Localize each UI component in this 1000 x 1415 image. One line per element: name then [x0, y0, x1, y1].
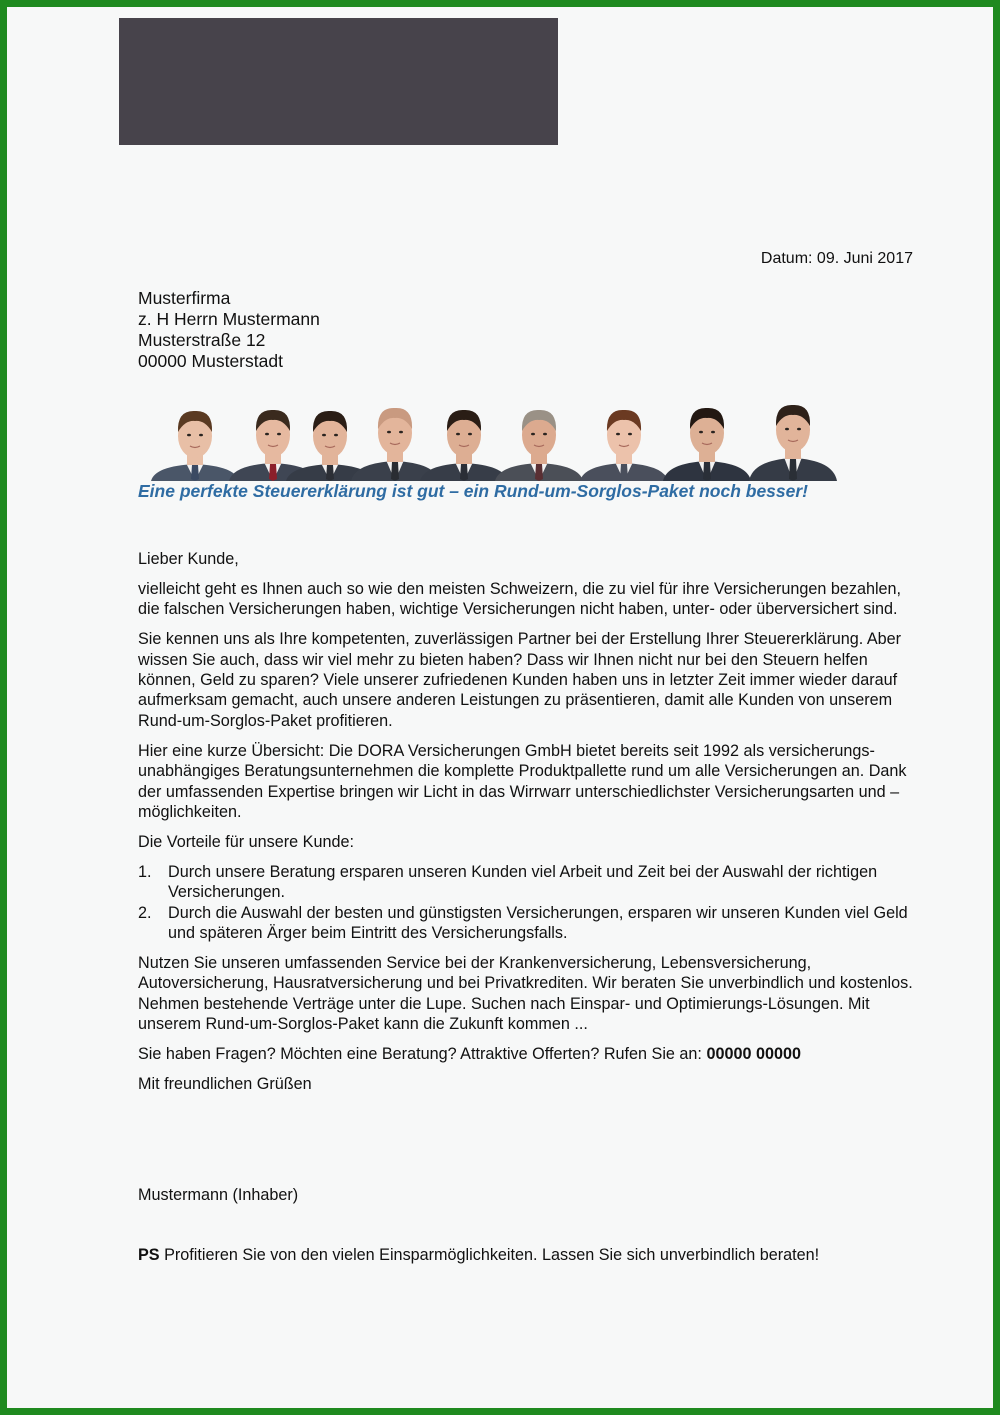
salutation: Lieber Kunde, [138, 550, 239, 568]
closing: Mit freundlichen Grüßen [138, 1074, 312, 1093]
advantages-list [138, 862, 918, 944]
paragraph-questions [138, 1044, 918, 1064]
paragraph-intro: vielleicht geht es Ihnen auch so wie den meisten Schweizern, die zu viel für ihre Versicherungen bezahlen, die falschen Versicherungen haben, wichtige Versicherungen nicht haben, unter- oder überversichert sind. [138, 579, 902, 619]
list-text: Durch unsere Beratung ersparen unseren Kunden viel Arbeit und Zeit bei der Auswahl der richtigen Versicherungen. [168, 862, 878, 902]
recipient-address [138, 288, 320, 372]
slogan: Eine perfekte Steuererklärung ist gut – ein Rund-um-Sorglos-Paket noch besser! [138, 481, 809, 501]
list-item [138, 903, 918, 944]
letterhead-block [119, 18, 558, 145]
team-member [495, 410, 583, 481]
team-member [663, 408, 751, 481]
postscript [138, 1246, 819, 1265]
paragraph-overview: Hier eine kurze Übersicht: Die DORA Versicherungen GmbH bietet bereits seit 1992 als versicherungs-unabhängiges Beratungsunternehmen die komplette Produktpallette rund um alle Versicherungen an. Dank der umfassenden Expertise bringen wir Licht in das Wirrwarr unterschiedlichster Versicherungsarten und –möglichkeiten. [138, 741, 907, 821]
team-member [749, 405, 837, 481]
team-member [580, 410, 668, 481]
list-number: 2. [138, 903, 152, 922]
list-number: 1. [138, 862, 152, 881]
signature: Mustermann (Inhaber) [138, 1186, 299, 1204]
letter-date: Datum: 09. Juni 2017 [760, 250, 913, 267]
ps-label: PS [138, 1246, 160, 1264]
team-member [420, 410, 508, 481]
ps-text: Profitieren Sie von den vielen Einsparmöglichkeiten. Lassen Sie sich unverbindlich beraten! [159, 1246, 820, 1264]
paragraph-partner: Sie kennen uns als Ihre kompetenten, zuverlässigen Partner bei der Erstellung Ihrer Steuererklärung. Aber wissen Sie auch, dass wir viel mehr zu bieten haben? Dass wir Ihnen nicht nur bei den Steuern helfen können, Geld zu sparen? Viele unserer zufriedenen Kunden haben uns in letzter Zeit immer wieder darauf aufmerksam gemacht, auch unsere anderen Leistungen zu präsentieren, damit alle Kunden von unserem Rund-um-Sorglos-Paket profitieren. [138, 630, 902, 730]
letter-body [138, 549, 918, 1104]
phone-number: 00000 00000 [706, 1045, 801, 1064]
paragraph-service: Nutzen Sie unseren umfassenden Service bei der Krankenversicherung, Lebensversicherung, Autoversicherung, Hausratversicherung und bei Privatkrediten. Wir beraten Sie unverbindlich und kostenlos. Nehmen bestehende Verträge unter die Lupe. Suchen nach Einspar- und Optimierungs-Lösungen. Mit unserem Rund-um-Sorglos-Paket kann die Zukunft kommen ... [138, 953, 913, 1034]
team-member [151, 411, 239, 481]
list-item [138, 862, 918, 903]
advantages-intro: Die Vorteile für unsere Kunde: [138, 832, 354, 851]
recipient-attention: z. H Herrn Mustermann [138, 309, 320, 329]
recipient-company: Musterfirma [138, 288, 231, 308]
team-photo [147, 399, 844, 481]
recipient-city: 00000 Musterstadt [138, 351, 283, 371]
list-text: Durch die Auswahl der besten und günstigsten Versicherungen, ersparen wir unseren Kunden viel Geld und späteren Ärger beim Eintritt des Versicherungsfalls. [168, 903, 908, 942]
questions-text: Sie haben Fragen? Möchten eine Beratung? Attraktive Offerten? Rufen Sie an: [138, 1045, 707, 1064]
team-member [351, 408, 439, 481]
recipient-street: Musterstraße 12 [138, 330, 266, 350]
